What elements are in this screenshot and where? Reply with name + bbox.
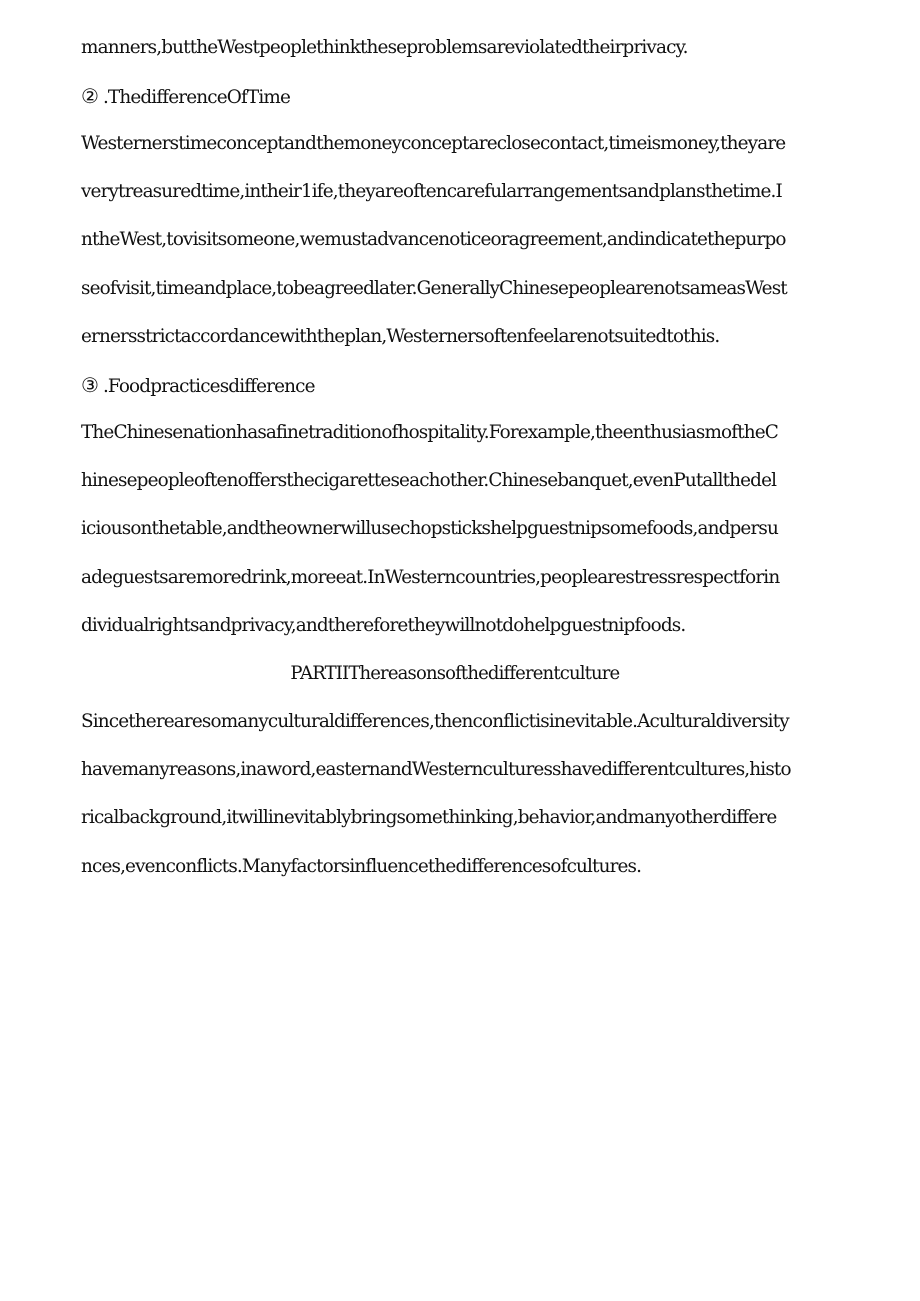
section-heading-text: .Foodpracticesdifference	[102, 376, 315, 397]
text-line: iciousonthetable,andtheownerwillusechopstickshelpguestnipsomefoods,andpersu	[81, 518, 778, 539]
text-line: dividualrightsandprivacy,andthereforetheywillnotdohelpguestnipfoods.	[81, 615, 686, 636]
circled-number-2: ②	[81, 84, 99, 108]
text-line: ntheWest,tovisitsomeone,wemustadvancenoticeoragreement,andindicatethepurpo	[81, 229, 786, 250]
text-line: ernersstrictaccordancewiththeplan,Westernersoftenfeelarenotsuitedtothis.	[81, 326, 720, 347]
part-heading: PARTIIThereasonsofthedifferentculture	[290, 663, 620, 684]
circled-number-3: ③	[81, 373, 99, 397]
section-heading-time	[81, 84, 861, 110]
text-line: manners,buttheWestpeoplethinktheseproblemsareviolatedtheirprivacy.	[81, 37, 688, 58]
text-line: Sincetherearesomanyculturaldifferences,thenconflictisinevitable.Aculturaldiversity	[81, 711, 789, 732]
section-heading-text: .ThedifferenceOfTime	[102, 87, 290, 108]
text-line: adeguestsaremoredrink,moreeat.InWesterncountries,peoplearestressrespectforin	[81, 567, 780, 588]
text-line: verytreasuredtime,intheir1ife,theyareoftencarefularrangementsandplansthetime.I	[81, 181, 782, 202]
text-line: ricalbackground,itwillinevitablybringsomethinking,behavior,andmanyotherdiffere	[81, 807, 777, 828]
text-line: havemanyreasons,inaword,easternandWesternculturesshavedifferentcultures,histo	[81, 759, 791, 780]
text-line: nces,evenconflicts.Manyfactorsinfluencethedifferencesofcultures.	[81, 856, 642, 877]
text-line: seofvisit,timeandplace,tobeagreedlater.GenerallyChinesepeoplearenotsameasWest	[81, 278, 787, 299]
text-line: Westernerstimeconceptandthemoneyconceptareclosecontact,timeismoney,theyare	[81, 133, 786, 154]
text-line: hinesepeopleoftenoffersthecigaretteseachother.Chinesebanquet,evenPutallthedel	[81, 470, 777, 491]
text-line: TheChinesenationhasafinetraditionofhospitality.Forexample,theenthusiasmoftheC	[81, 422, 779, 443]
section-heading-food	[81, 373, 861, 399]
